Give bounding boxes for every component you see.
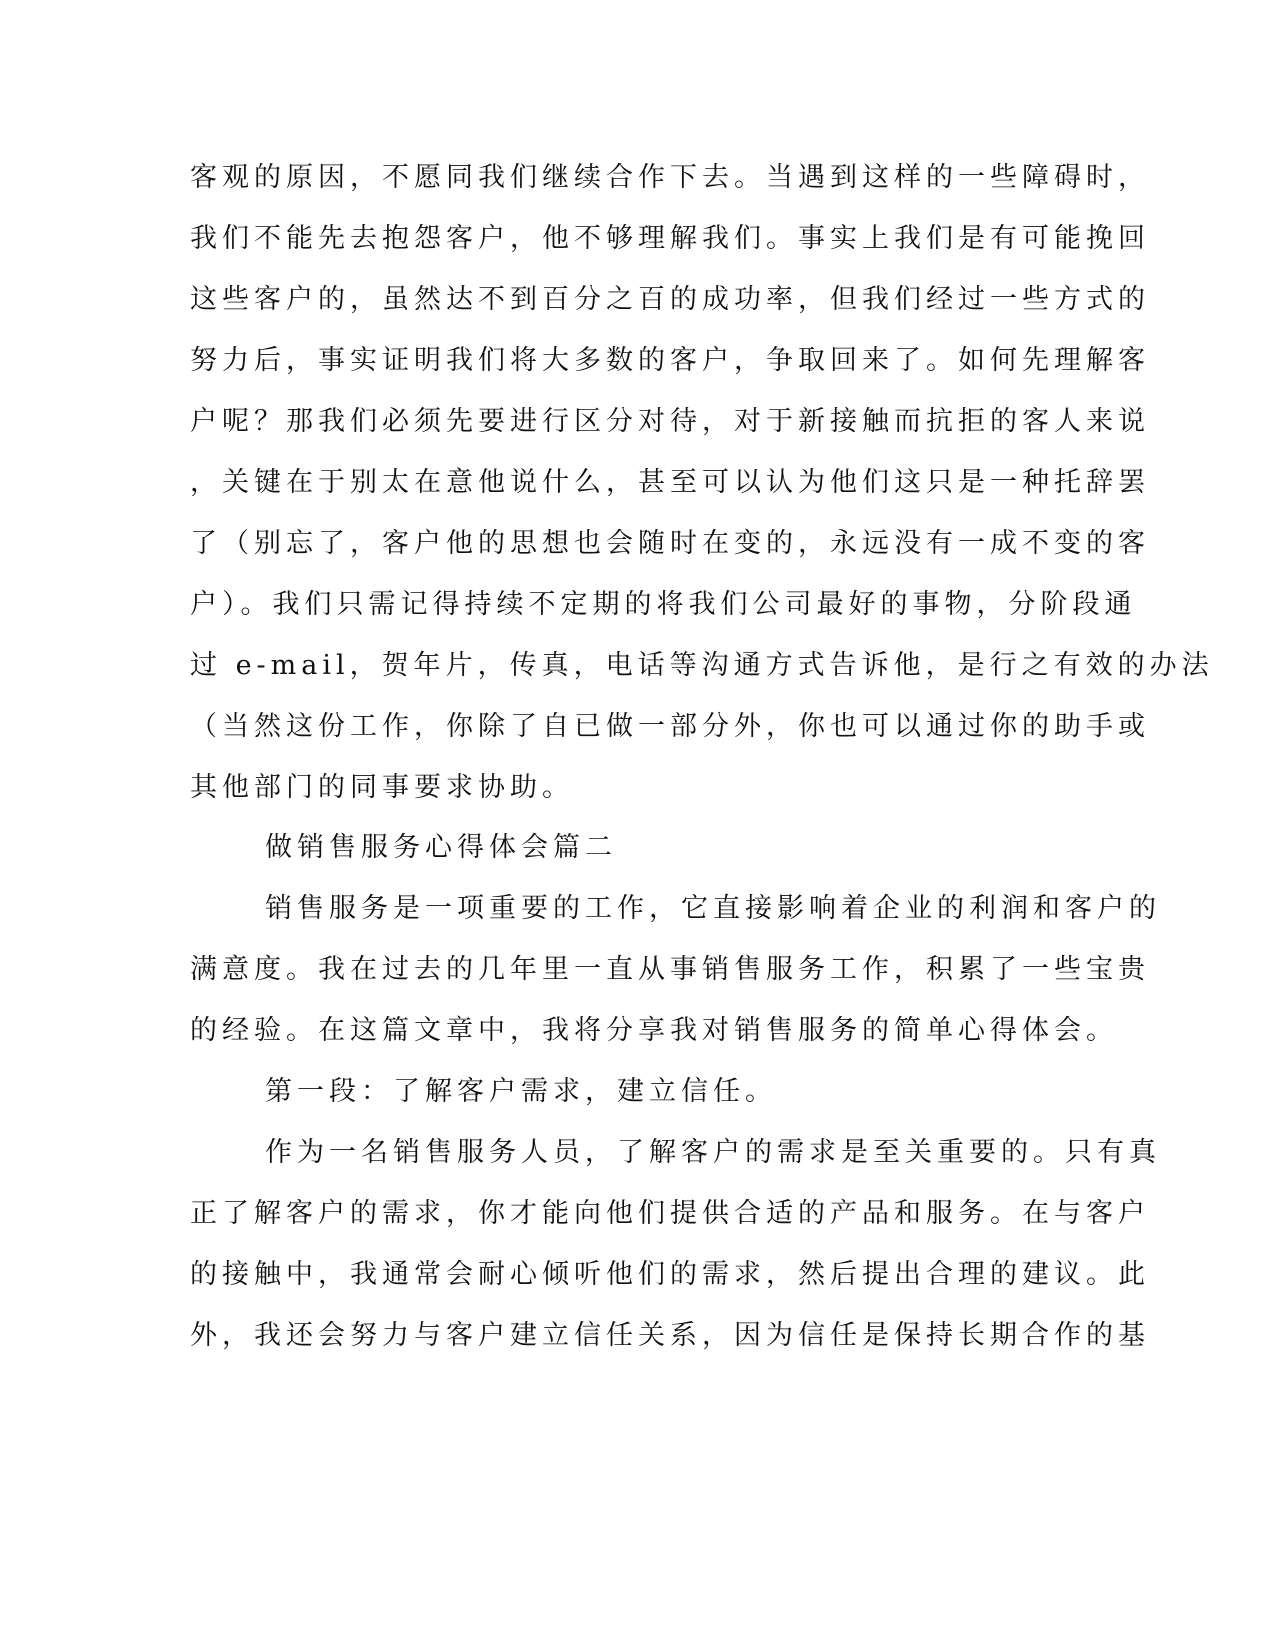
text-line: 销售服务是一项重要的工作，它直接影响着企业的利润和客户的 — [265, 893, 1161, 924]
text-line: 外，我还会努力与客户建立信任关系，因为信任是保持长期合作的基 — [190, 1320, 1150, 1351]
text-line: 努力后，事实证明我们将大多数的客户，争取回来了。如何先理解客 — [190, 345, 1150, 376]
text-line: ，关键在于别太在意他说什么，甚至可以认为他们这只是一种托辞罢 — [190, 467, 1150, 498]
text-line: 的经验。在这篇文章中，我将分享我对销售服务的简单心得体会。 — [190, 1015, 1118, 1046]
text-line: 作为一名销售服务人员，了解客户的需求是至关重要的。只有真 — [265, 1137, 1161, 1168]
text-line: 正了解客户的需求，你才能向他们提供合适的产品和服务。在与客户 — [190, 1198, 1150, 1229]
text-line: （当然这份工作，你除了自已做一部分外，你也可以通过你的助手或 — [190, 711, 1150, 742]
text-line: 其他部门的同事要求协助。 — [190, 772, 574, 803]
section-heading: 做销售服务心得体会篇二 — [265, 832, 617, 863]
text-line: 我们不能先去抱怨客户，他不够理解我们。事实上我们是有可能挽回 — [190, 223, 1150, 254]
text-line: 了（别忘了，客户他的思想也会随时在变的，永远没有一成不变的客 — [190, 528, 1150, 559]
text-line: 的接触中，我通常会耐心倾听他们的需求，然后提出合理的建议。此 — [190, 1259, 1150, 1290]
text-line: 户）。我们只需记得持续不定期的将我们公司最好的事物，分阶段通 — [190, 589, 1137, 620]
text-line: 户呢？那我们必须先要进行区分对待，对于新接触而抗拒的客人来说 — [190, 406, 1150, 437]
paragraph-heading: 第一段：了解客户需求，建立信任。 — [265, 1076, 777, 1107]
text-line: 满意度。我在过去的几年里一直从事销售服务工作，积累了一些宝贵 — [190, 954, 1150, 985]
text-line: 过 e-mail，贺年片，传真，电话等沟通方式告诉他，是行之有效的办法 — [190, 650, 1214, 681]
text-line: 客观的原因，不愿同我们继续合作下去。当遇到这样的一些障碍时， — [190, 162, 1150, 193]
text-line: 这些客户的，虽然达不到百分之百的成功率，但我们经过一些方式的 — [190, 284, 1150, 315]
